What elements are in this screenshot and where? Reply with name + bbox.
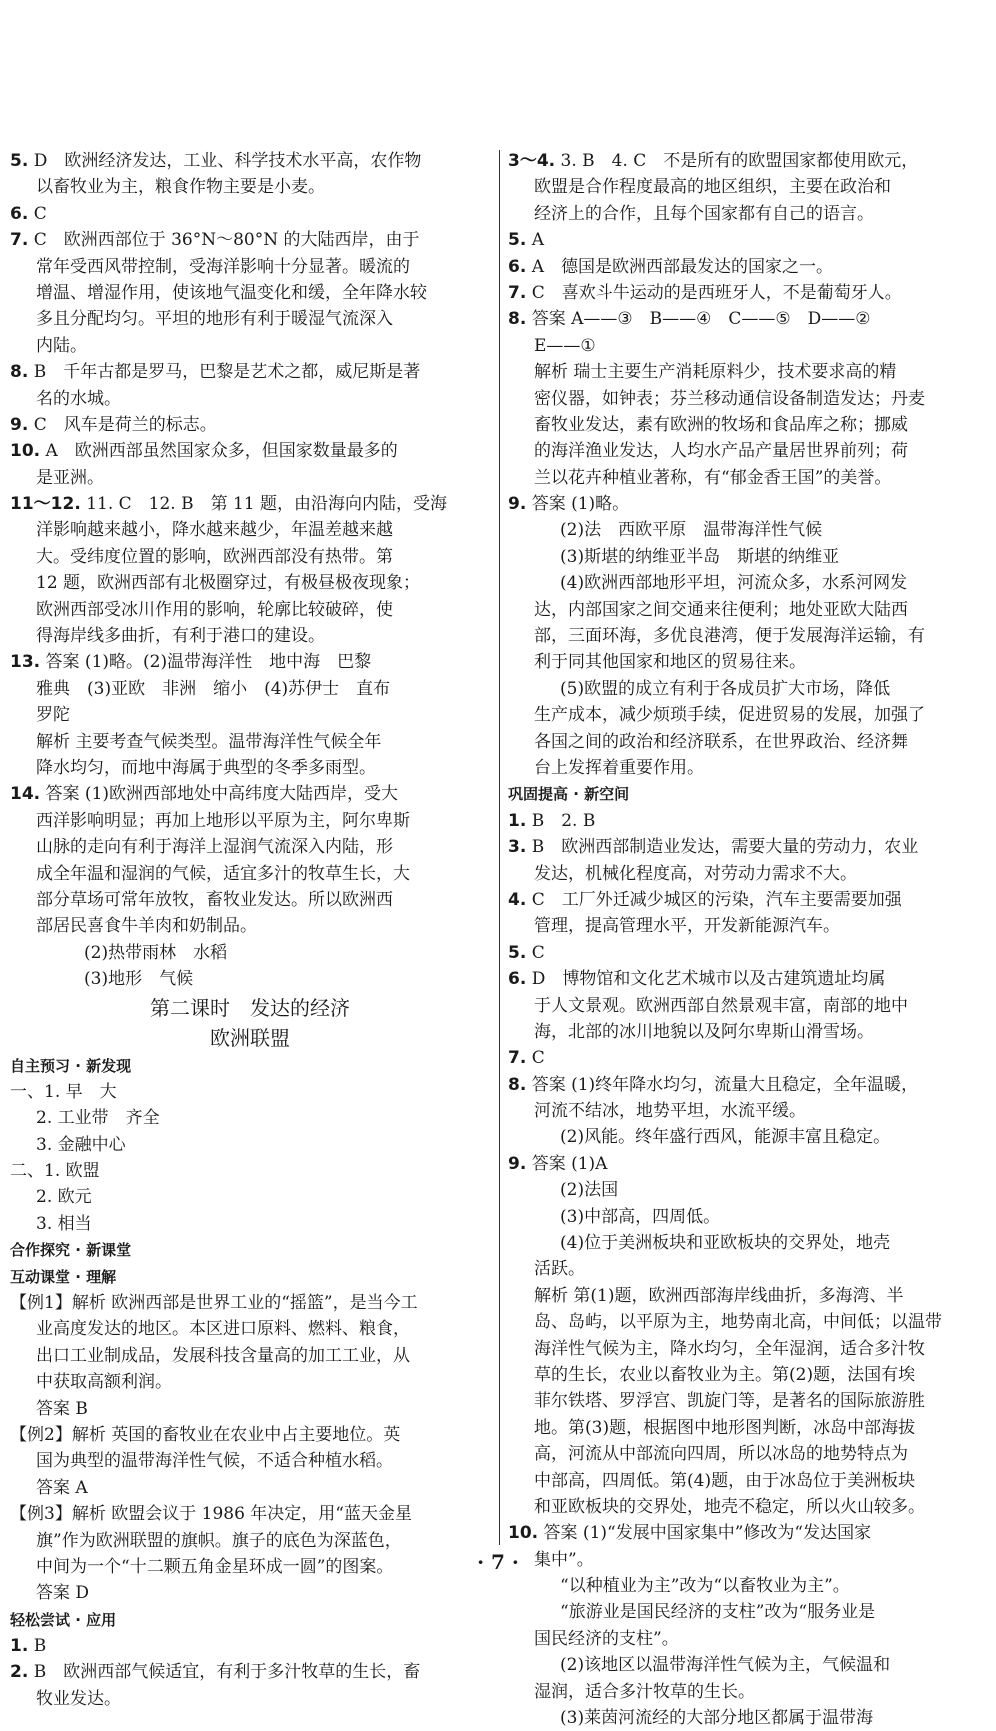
question-number: 4. xyxy=(508,889,527,910)
line-text: 岛、岛屿，以平原为主，地势南北高，中间低；以温带 xyxy=(534,1312,942,1333)
answer-line xyxy=(10,1132,490,1158)
answer-line xyxy=(10,623,490,649)
line-text: 【例1】解析 欧洲西部是世界工业的“摇篮”，是当今工 xyxy=(10,1293,418,1314)
answer-line xyxy=(508,254,986,280)
line-text: 活跃。 xyxy=(534,1259,585,1280)
question-number: 7. xyxy=(508,282,527,303)
answer-line xyxy=(508,1468,986,1494)
line-text: (3)中部高，四周低。 xyxy=(560,1206,721,1227)
line-text: B 欧洲西部气候适宜，有利于多汁牧草的生长，畜 xyxy=(33,1662,421,1683)
line-text: 和亚欧板块的交界处，地壳不稳定，所以火山较多。 xyxy=(534,1496,925,1517)
question-number: 8. xyxy=(508,1074,527,1095)
answer-line xyxy=(508,1626,986,1652)
answer-line xyxy=(508,570,986,596)
line-text: C xyxy=(33,203,47,224)
answer-line xyxy=(10,1580,490,1606)
line-text: 牧业发达。 xyxy=(36,1688,121,1709)
answer-line xyxy=(10,1422,490,1448)
line-text: E——① xyxy=(534,335,596,356)
lesson-title xyxy=(10,993,490,1023)
line-text: (5)欧盟的成立有利于各成员扩大市场，降低 xyxy=(560,678,891,699)
answer-line xyxy=(10,1211,490,1237)
line-text: (2)法国 xyxy=(560,1180,619,1201)
column-divider xyxy=(499,150,500,1545)
line-text: 中获取高额利润。 xyxy=(36,1372,172,1393)
answer-line xyxy=(508,1705,986,1731)
answer-line xyxy=(10,227,490,253)
line-text: 【例3】解析 欧盟会议于 1986 年决定，用“蓝天金星 xyxy=(10,1504,412,1525)
question-number: 5. xyxy=(10,151,29,171)
line-text: 的海洋渔业发达，人均水产品产量居世界前列；荷 xyxy=(534,441,908,462)
answer-line xyxy=(508,1652,986,1678)
line-text: 山脉的走向有利于海洋上湿润气流深入内陆，形 xyxy=(36,837,393,858)
answer-line xyxy=(508,1256,986,1282)
line-text: 答案 (1)欧洲西部地处中高纬度大陆西岸，受大 xyxy=(45,784,399,805)
line-text: 解析 主要考查气候类型。温带海洋性气候全年 xyxy=(36,731,382,752)
page-number: · 7 · xyxy=(477,1550,519,1574)
answer-line xyxy=(10,1686,490,1712)
question-number: 2. xyxy=(10,1662,29,1683)
line-text: 洋影响越来越小，降水越来越少，年温差越来越 xyxy=(36,520,393,541)
answer-line xyxy=(508,1573,986,1599)
answer-line xyxy=(508,861,986,887)
answer-line xyxy=(10,1105,490,1131)
answer-line xyxy=(508,386,986,412)
answer-line xyxy=(508,1388,986,1414)
line-text: 二、1. 欧盟 xyxy=(10,1161,100,1182)
answer-line xyxy=(508,1494,986,1520)
line-text: 2. 工业带 齐全 xyxy=(36,1108,160,1129)
answer-line xyxy=(508,755,986,781)
line-text: 内陆。 xyxy=(36,335,87,356)
line-text: 3. B 4. C 不是所有的欧盟国家都使用欧元， xyxy=(560,151,919,171)
answer-line xyxy=(508,702,986,728)
question-number: 5. xyxy=(508,942,527,963)
question-number: 6. xyxy=(10,203,29,224)
line-text: 管理，提高管理水平，开发新能源汽车。 xyxy=(534,916,840,937)
line-text: C xyxy=(531,1048,545,1069)
line-text: 业高度发达的地区。本区进口原料、燃料、粮食， xyxy=(36,1319,410,1340)
line-text: 是亚洲。 xyxy=(36,467,104,488)
line-text: (2)该地区以温带海洋性气候为主，气候温和 xyxy=(560,1655,891,1676)
answer-line xyxy=(508,412,986,438)
question-number: 11～12. xyxy=(10,494,81,515)
line-text: 大。受纬度位置的影响，欧洲西部没有热带。第 xyxy=(36,546,393,567)
answer-line xyxy=(10,544,490,570)
answer-line xyxy=(508,544,986,570)
answer-line xyxy=(508,1098,986,1124)
answer-line xyxy=(508,940,986,966)
line-text: B 2. B xyxy=(531,810,596,831)
answer-line xyxy=(10,1396,490,1422)
answer-line xyxy=(10,517,490,543)
line-text: B 千年古都是罗马，巴黎是艺术之都，威尼斯是著 xyxy=(33,362,421,383)
line-text: 一、1. 早 大 xyxy=(10,1081,117,1102)
line-text: C 欧洲西部位于 36°N～80°N 的大陆西岸，由于 xyxy=(33,230,420,251)
answer-line xyxy=(508,834,986,860)
answer-line xyxy=(508,280,986,306)
line-text: “以种植业为主”改为“以畜牧业为主”。 xyxy=(560,1576,850,1597)
answer-line xyxy=(508,359,986,385)
line-text: 常年受西风带控制，受海洋影响十分显著。暖流的 xyxy=(36,256,410,277)
answer-line xyxy=(508,438,986,464)
answer-line xyxy=(10,280,490,306)
question-number: 3～4. xyxy=(508,151,556,171)
answer-line xyxy=(10,861,490,887)
line-text: C xyxy=(531,942,545,963)
answer-line xyxy=(10,491,490,517)
answer-line xyxy=(10,1369,490,1395)
answer-line xyxy=(508,808,986,834)
answer-line xyxy=(508,333,986,359)
answer-line xyxy=(10,570,490,596)
answer-line xyxy=(508,623,986,649)
line-text: 答案 D xyxy=(36,1583,90,1604)
answer-line xyxy=(10,412,490,438)
answer-line xyxy=(508,465,986,491)
left-column xyxy=(10,148,490,1712)
answer-line xyxy=(508,597,986,623)
answer-line xyxy=(508,174,986,200)
question-number: 9. xyxy=(10,414,29,435)
answer-line xyxy=(10,254,490,280)
line-text: A 德国是欧洲西部最发达的国家之一。 xyxy=(531,256,833,277)
line-text: 答案 (1)略。 xyxy=(531,494,630,515)
answer-line xyxy=(10,1501,490,1527)
question-number: 10. xyxy=(10,441,41,462)
line-text: 成全年温和湿润的气候，适宜多汁的牧草生长，大 xyxy=(36,863,410,884)
line-text: 旗”作为欧洲联盟的旗帜。旗子的底色为深蓝色， xyxy=(36,1530,402,1551)
line-text: 答案 A xyxy=(36,1477,88,1498)
line-text: 11. C 12. B 第 11 题，由沿海向内陆，受海 xyxy=(86,494,448,515)
line-text: 部居民喜食牛羊肉和奶制品。 xyxy=(36,916,257,937)
line-text: 【例2】解析 英国的畜牧业在农业中占主要地位。英 xyxy=(10,1424,401,1445)
line-text: 国民经济的支柱”。 xyxy=(534,1628,679,1649)
question-number: 1. xyxy=(508,810,527,831)
line-text: C 风车是荷兰的标志。 xyxy=(33,414,217,435)
answer-line xyxy=(10,1290,490,1316)
question-number: 7. xyxy=(10,230,29,251)
lesson-title xyxy=(10,1023,490,1053)
line-text: 畜牧业发达，素有欧洲的牧场和食品库之称；挪威 xyxy=(534,414,908,435)
line-text: 增温、增湿作用，使该地气温变化和缓，全年降水较 xyxy=(36,282,427,303)
line-text: 名的水城。 xyxy=(36,388,121,409)
question-number: 6. xyxy=(508,969,527,990)
section-heading xyxy=(10,1264,490,1290)
section-heading xyxy=(10,1607,490,1633)
answer-line xyxy=(10,438,490,464)
line-text: (3)斯堪的纳维亚半岛 斯堪的纳维亚 xyxy=(560,546,840,567)
line-text: 各国之间的政治和经济联系，在世界政治、经济舞 xyxy=(534,731,908,752)
answer-line xyxy=(508,1230,986,1256)
answer-line xyxy=(508,1045,986,1071)
line-text: 第二课时 发达的经济 xyxy=(150,995,350,1020)
answer-line xyxy=(10,729,490,755)
answer-line xyxy=(508,729,986,755)
answer-line xyxy=(10,1659,490,1685)
line-text: B xyxy=(33,1636,47,1657)
section-heading xyxy=(508,781,986,807)
answer-line xyxy=(10,702,490,728)
question-number: 5. xyxy=(508,230,527,251)
line-text: 部，三面环海，多优良港湾，便于发展海洋运输，有 xyxy=(534,626,925,647)
line-text: 雅典 (3)亚欧 非洲 缩小 (4)苏伊士 直布 xyxy=(36,678,391,699)
answer-line xyxy=(10,808,490,834)
question-number: 13. xyxy=(10,652,41,673)
answer-line xyxy=(508,887,986,913)
answer-line xyxy=(10,676,490,702)
line-text: (2)法 西欧平原 温带海洋性气候 xyxy=(560,520,823,541)
line-text: 12 题，欧洲西部有北极圈穿过，有极昼极夜现象； xyxy=(36,573,421,594)
line-text: 中部高，四周低。第(4)题，由于冰岛位于美洲板块 xyxy=(534,1470,916,1491)
line-text: 巩固提高 · 新空间 xyxy=(508,785,630,804)
answer-line xyxy=(508,1520,986,1546)
answer-line xyxy=(10,887,490,913)
answer-line xyxy=(508,1204,986,1230)
line-text: 部分草场可常年放牧，畜牧业发达。所以欧洲西 xyxy=(36,889,393,910)
answer-line xyxy=(508,966,986,992)
line-text: (2)风能。终年盛行西风，能源丰富且稳定。 xyxy=(560,1127,891,1148)
line-text: 解析 第(1)题，欧洲西部海岸线曲折，多海湾、半 xyxy=(534,1285,904,1306)
answer-line xyxy=(10,940,490,966)
answer-line xyxy=(10,834,490,860)
line-text: (3)地形 气候 xyxy=(84,969,194,990)
answer-line xyxy=(10,359,490,385)
answer-line xyxy=(10,1158,490,1184)
answer-line xyxy=(508,1679,986,1705)
line-text: 欧洲联盟 xyxy=(210,1025,290,1050)
answer-line xyxy=(508,993,986,1019)
line-text: D 博物馆和文化艺术城市以及古建筑遗址均属 xyxy=(531,969,886,990)
line-text: 轻松尝试 · 应用 xyxy=(10,1610,117,1629)
answer-line xyxy=(508,201,986,227)
question-number: 9. xyxy=(508,494,527,515)
line-text: (2)热带雨林 水稻 xyxy=(84,942,228,963)
answer-line xyxy=(10,1184,490,1210)
answer-line xyxy=(508,1362,986,1388)
line-text: 达，内部国家之间交通来往便利；地处亚欧大陆西 xyxy=(534,599,908,620)
line-text: 得海岸线多曲折，有利于港口的建设。 xyxy=(36,626,325,647)
question-number: 8. xyxy=(10,362,29,383)
line-text: 答案 (1)A xyxy=(531,1153,608,1174)
answer-line xyxy=(508,676,986,702)
answer-line xyxy=(10,781,490,807)
line-text: 草的生长，农业以畜牧业为主。第(2)题，法国有埃 xyxy=(534,1364,916,1385)
answer-line xyxy=(10,465,490,491)
line-text: 互动课堂 · 理解 xyxy=(10,1267,117,1286)
answer-line xyxy=(508,1415,986,1441)
question-number: 10. xyxy=(508,1523,539,1544)
line-text: 欧洲西部受冰川作用的影响，轮廓比较破碎，使 xyxy=(36,599,393,620)
line-text: 生产成本，减少烦琐手续，促进贸易的发展，加强了 xyxy=(534,705,925,726)
answer-line xyxy=(508,306,986,332)
line-text: 欧盟是合作程度最高的地区组织，主要在政治和 xyxy=(534,177,891,198)
answer-line xyxy=(508,227,986,253)
line-text: 多且分配均匀。平坦的地形有利于暖湿气流深入 xyxy=(36,309,393,330)
answer-line xyxy=(10,649,490,675)
line-text: 合作探究 · 新课堂 xyxy=(10,1241,132,1260)
answer-line xyxy=(508,1177,986,1203)
line-text: 西洋影响明显；再加上地形以平原为主，阿尔卑斯 xyxy=(36,810,410,831)
line-text: (4)位于美洲板块和亚欧板块的交界处，地壳 xyxy=(560,1233,891,1254)
line-text: 地。第(3)题，根据图中地形图判断，冰岛中部海拔 xyxy=(534,1417,916,1438)
answer-line xyxy=(10,201,490,227)
line-text: 经济上的合作，且每个国家都有自己的语言。 xyxy=(534,203,874,224)
line-text: “旅游业是国民经济的支柱”改为“服务业是 xyxy=(560,1602,876,1623)
line-text: C 喜欢斗牛运动的是西班牙人，不是葡萄牙人。 xyxy=(531,282,902,303)
answer-line xyxy=(508,1151,986,1177)
answer-line xyxy=(508,1599,986,1625)
line-text: 中间为一个“十二颗五角金星环成一圆”的图案。 xyxy=(36,1556,394,1577)
answer-line xyxy=(508,1441,986,1467)
answer-line xyxy=(508,1283,986,1309)
line-text: C 工厂外迁减少城区的污染，汽车主要需要加强 xyxy=(531,889,902,910)
answer-line xyxy=(508,491,986,517)
answer-line xyxy=(508,517,986,543)
line-text: 出口工业制成品，发展科技含量高的加工工业，从 xyxy=(36,1345,410,1366)
answer-line xyxy=(508,1124,986,1150)
question-number: 8. xyxy=(508,309,527,330)
answer-line xyxy=(10,1448,490,1474)
answer-line xyxy=(10,1475,490,1501)
line-text: 于人文景观。欧洲西部自然景观丰富，南部的地中 xyxy=(534,995,908,1016)
line-text: 答案 B xyxy=(36,1398,88,1419)
answer-line xyxy=(10,913,490,939)
answer-line xyxy=(10,966,490,992)
answer-line xyxy=(508,148,986,174)
line-text: D 欧洲经济发达，工业、科学技术水平高，农作物 xyxy=(33,151,422,171)
line-text: 2. 欧元 xyxy=(36,1187,92,1208)
answer-line xyxy=(508,1019,986,1045)
right-column xyxy=(508,148,986,1731)
answer-line xyxy=(508,649,986,675)
line-text: 答案 (1)略。(2)温带海洋性 地中海 巴黎 xyxy=(45,652,372,673)
section-heading xyxy=(10,1237,490,1263)
answer-line xyxy=(508,1309,986,1335)
answer-line xyxy=(10,386,490,412)
answer-line xyxy=(508,1072,986,1098)
answer-line xyxy=(10,755,490,781)
answer-line xyxy=(10,597,490,623)
line-text: 海洋性气候为主，降水均匀，全年湿润，适合多汁牧 xyxy=(534,1338,925,1359)
answer-line xyxy=(10,306,490,332)
line-text: 湿润，适合多汁牧草的生长。 xyxy=(534,1681,755,1702)
question-number: 1. xyxy=(10,1636,29,1657)
answer-line xyxy=(10,148,490,174)
question-number: 3. xyxy=(508,837,527,858)
answer-line xyxy=(508,1336,986,1362)
line-text: (3)莱茵河流经的大部分地区都属于温带海 xyxy=(560,1708,874,1729)
line-text: B 欧洲西部制造业发达，需要大量的劳动力，农业 xyxy=(531,837,919,858)
line-text: 发达，机械化程度高，对劳动力需求不大。 xyxy=(534,863,857,884)
line-text: 3. 金融中心 xyxy=(36,1134,126,1155)
answer-line xyxy=(10,1316,490,1342)
line-text: 以畜牧业为主，粮食作物主要是小麦。 xyxy=(36,177,325,198)
line-text: 海，北部的冰川地貌以及阿尔卑斯山滑雪场。 xyxy=(534,1021,874,1042)
line-text: 解析 瑞士主要生产消耗原料少，技术要求高的精 xyxy=(534,362,897,383)
line-text: 答案 A——③ B——④ C——⑤ D——② xyxy=(531,309,871,330)
line-text: A 欧洲西部虽然国家众多，但国家数量最多的 xyxy=(45,441,398,462)
answer-line xyxy=(508,913,986,939)
answer-line xyxy=(10,174,490,200)
section-heading xyxy=(10,1053,490,1079)
answer-line xyxy=(10,1633,490,1659)
answer-line xyxy=(10,1343,490,1369)
answer-line xyxy=(10,1079,490,1105)
line-text: 自主预习 · 新发现 xyxy=(10,1056,132,1075)
line-text: A xyxy=(531,230,544,251)
line-text: 利于同其他国家和地区的贸易往来。 xyxy=(534,652,806,673)
line-text: 答案 (1)“发展中国家集中”修改为“发达国家 xyxy=(543,1523,872,1544)
line-text: 兰以花卉种植业著称，有“郁金香王国”的美誉。 xyxy=(534,467,892,488)
line-text: 降水均匀，而地中海属于典型的冬季多雨型。 xyxy=(36,757,376,778)
line-text: 国为典型的温带海洋性气候，不适合种植水稻。 xyxy=(36,1451,393,1472)
line-text: 菲尔铁塔、罗浮宫、凯旋门等，是著名的国际旅游胜 xyxy=(534,1391,925,1412)
line-text: 罗陀 xyxy=(36,705,70,726)
line-text: (4)欧洲西部地形平坦，河流众多，水系河网发 xyxy=(560,573,908,594)
question-number: 7. xyxy=(508,1048,527,1069)
line-text: 台上发挥着重要作用。 xyxy=(534,757,704,778)
answer-line xyxy=(10,333,490,359)
line-text: 密仪器，如钟表；芬兰移动通信设备制造发达；丹麦 xyxy=(534,388,925,409)
question-number: 6. xyxy=(508,256,527,277)
question-number: 14. xyxy=(10,784,41,805)
line-text: 河流不结冰，地势平坦，水流平缓。 xyxy=(534,1101,806,1122)
line-text: 集中”。 xyxy=(534,1549,594,1570)
line-text: 高，河流从中部流向四周，所以冰岛的地势特点为 xyxy=(534,1444,908,1465)
line-text: 3. 相当 xyxy=(36,1213,92,1234)
line-text: 答案 (1)终年降水均匀，流量大且稳定，全年温暖， xyxy=(531,1074,919,1095)
question-number: 9. xyxy=(508,1153,527,1174)
